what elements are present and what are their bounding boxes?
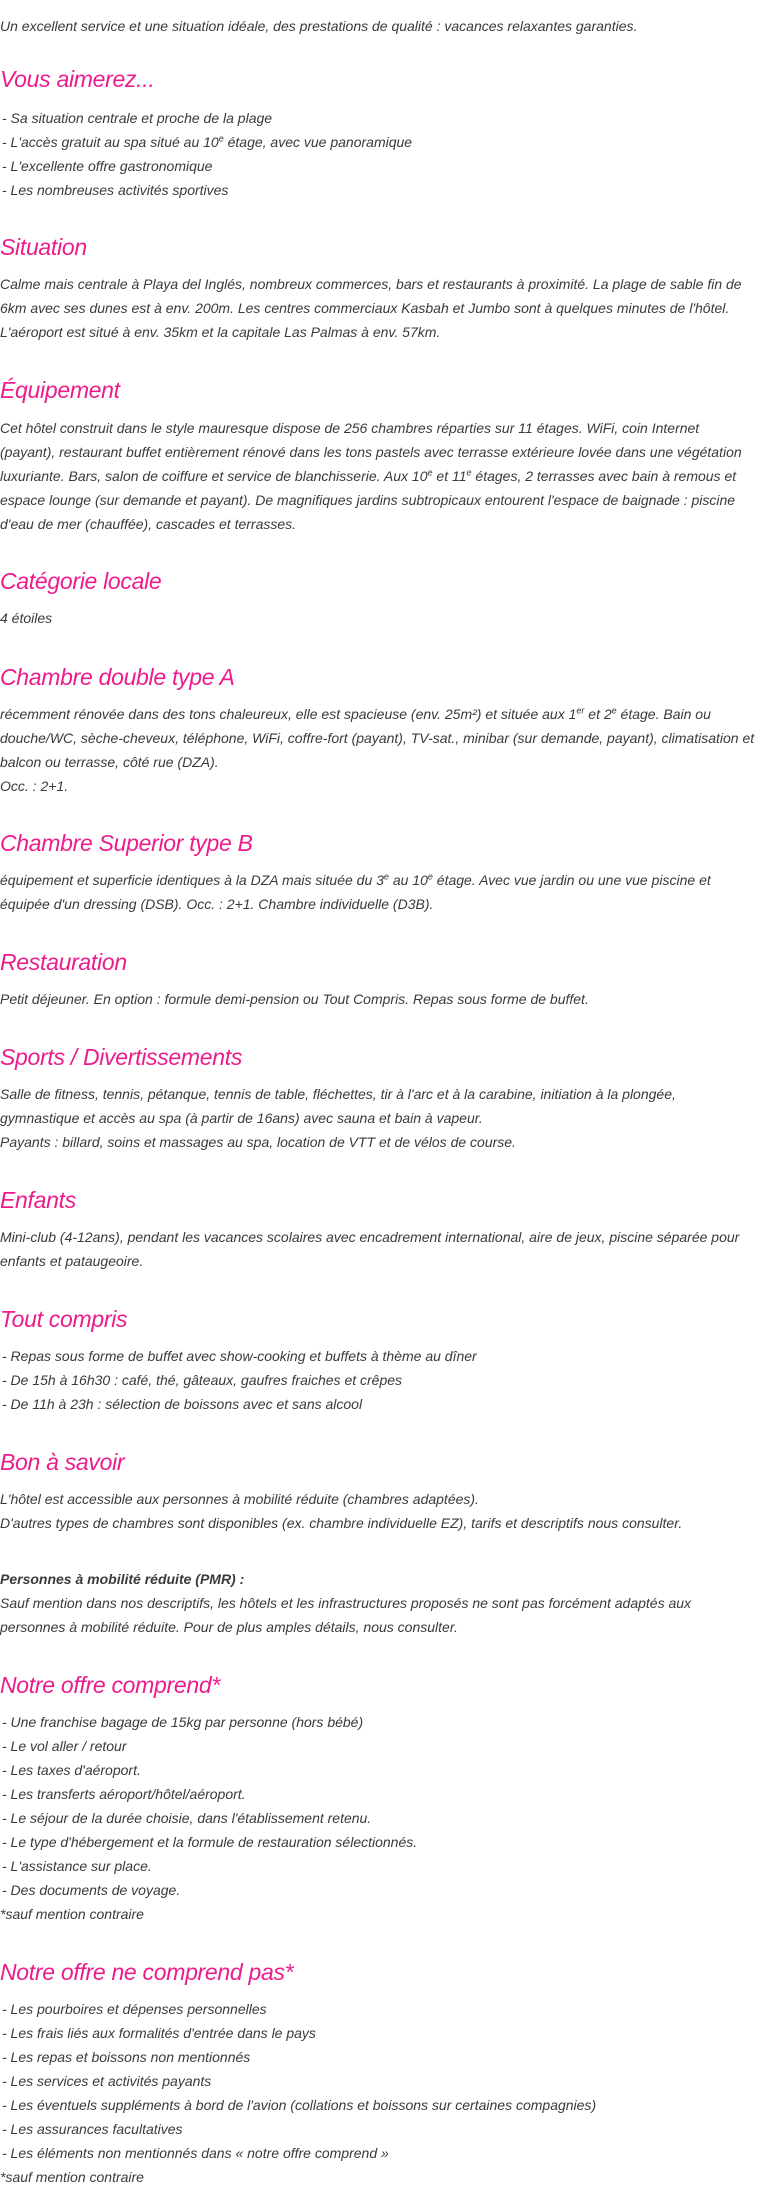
superscript: e <box>611 705 617 716</box>
superscript: e <box>427 467 433 478</box>
pmr-text: Sauf mention dans nos descriptifs, les hôtels et les infrastructures proposés ne sont pas forcément adaptés aux personnes à mobilité réduite. Pour de plus amples détails, nous consulter. <box>0 1595 692 1635</box>
section-title-offre-comprend: Notre offre comprend* <box>0 1672 220 1698</box>
list-item: - Une franchise bagage de 15kg par personne (hors bébé) <box>2 1714 364 1730</box>
offre-comprend-list <box>0 1710 758 1902</box>
list-item: - Les nombreuses activités sportives <box>2 182 229 198</box>
categorie-block <box>0 606 758 630</box>
text-part: étage. Avec vue jardin ou une vue piscine et équipée d'un dressing (DSB). Occ. : 2+1. Chambre individuelle (D3B). <box>0 872 711 912</box>
section-title-bon-a-savoir: Bon à savoir <box>0 1449 125 1475</box>
superscript: e <box>218 133 224 144</box>
list-item: - Les services et activités payants <box>2 2073 212 2089</box>
text-part: équipement et superficie identiques à la DZA mais située du 3 <box>0 872 384 888</box>
pmr-block <box>0 1567 758 1639</box>
chambre-b-text <box>0 868 758 916</box>
list-item: - Sa situation centrale et proche de la plage <box>2 110 273 126</box>
section-title-tout-compris: Tout compris <box>0 1306 128 1332</box>
superscript: e <box>383 871 389 882</box>
offre-ne-comprend-block <box>0 1997 758 2189</box>
section-title-offre-ne-comprend: Notre offre ne comprend pas* <box>0 1959 294 1985</box>
bon-a-savoir-block <box>0 1487 758 1535</box>
list-item: - Les assurances facultatives <box>2 2121 183 2137</box>
list-item: - Les frais liés aux formalités d'entrée dans le pays <box>2 2025 316 2041</box>
section-title-enfants: Enfants <box>0 1187 76 1213</box>
list-item: - Les taxes d'aéroport. <box>2 1762 141 1778</box>
text-part: au 10 <box>388 872 428 888</box>
list-item: - Le type d'hébergement et la formule de restauration sélectionnés. <box>2 1834 418 1850</box>
list-item: - De 15h à 16h30 : café, thé, gâteaux, gaufres fraiches et crêpes <box>2 1372 403 1388</box>
list-item-text: - L'accès gratuit au spa situé au 10 <box>2 134 219 150</box>
section-title-sports: Sports / Divertissements <box>0 1044 243 1070</box>
list-item: - Des documents de voyage. <box>2 1882 181 1898</box>
list-item-text-end: étage, avec vue panoramique <box>223 134 413 150</box>
list-item: - Les éléments non mentionnés dans « notre offre comprend » <box>2 2145 389 2161</box>
section-title-aimerez: Vous aimerez... <box>0 66 155 92</box>
text-part: récemment rénovée dans des tons chaleureux, elle est spacieuse (env. 25m²) et située aux 1 <box>0 706 577 722</box>
list-item: - Les éventuels suppléments à bord de l'avion (collations et boissons sur certaines compagnies) <box>2 2097 597 2113</box>
superscript: e <box>427 871 433 882</box>
text-part: et 2 <box>584 706 612 722</box>
list-item <box>0 130 758 154</box>
section-title-categorie: Catégorie locale <box>0 568 162 594</box>
offre-comprend-note: *sauf mention contraire <box>0 1906 144 1922</box>
list-item: - Repas sous forme de buffet avec show-cooking et buffets à thème au dîner <box>2 1348 477 1364</box>
equipement-text <box>0 416 758 536</box>
intro-text: Un excellent service et une situation idéale, des prestations de qualité : vacances relaxantes garanties. <box>0 18 638 34</box>
section-title-restauration: Restauration <box>0 949 127 975</box>
section-title-chambre-b: Chambre Superior type B <box>0 830 253 856</box>
text-part: Cet hôtel construit dans le style mauresque dispose de 256 chambres réparties sur 11 étages. WiFi, coin Internet (payant), restaurant buffet entièrement rénové dans les tons pastels avec terrasse extérieure lovée dans une végétation luxuriante. Bars, salon de coiffure et service de blanchisserie. Aux 10 <box>0 420 742 484</box>
list-item: - Les transferts aéroport/hôtel/aéroport. <box>2 1786 246 1802</box>
section-title-chambre-a: Chambre double type A <box>0 664 235 690</box>
superscript: e <box>466 467 472 478</box>
text-part: et 11 <box>432 468 467 484</box>
list-item: - L'excellente offre gastronomique <box>2 158 213 174</box>
restauration-text: Petit déjeuner. En option : formule demi-pension ou Tout Compris. Repas sous forme de buffet. <box>0 991 589 1007</box>
offre-ne-comprend-list <box>0 1997 758 2165</box>
list-item: - Le vol aller / retour <box>2 1738 127 1754</box>
situation-text: Calme mais centrale à Playa del Inglés, nombreux commerces, bars et restaurants à proximité. La plage de sable fin de 6km avec ses dunes est à env. 200m. Les centres commerciaux Kasbah et Jumbo sont à quelques minutes de l'hôtel. L'aéroport est situé à env. 35km et la capitale Las Palmas à env. 57km. <box>0 276 742 340</box>
offre-ne-comprend-note: *sauf mention contraire <box>0 2169 144 2185</box>
chambre-b-block <box>0 868 758 916</box>
text-part: étage. Bain ou douche/WC, sèche-cheveux, téléphone, WiFi, coffre-fort (payant), TV-sat., minibar (sur demande, payant), climatisation et balcon ou terrasse, côté rue (DZA). <box>0 706 755 770</box>
aimerez-list <box>0 106 758 202</box>
enfants-block <box>0 1225 758 1273</box>
aimerez-list-block <box>0 106 758 202</box>
chambre-a-occupancy: Occ. : 2+1. <box>0 778 69 794</box>
categorie-text: 4 étoiles <box>0 610 53 626</box>
chambre-a-block <box>0 702 758 798</box>
sports-payants: Payants : billard, soins et massages au spa, location de VTT et de vélos de course. <box>0 1134 516 1150</box>
chambre-a-text <box>0 702 758 774</box>
section-title-situation: Situation <box>0 234 87 260</box>
equipement-block <box>0 416 758 536</box>
list-item: - Les repas et boissons non mentionnés <box>2 2049 251 2065</box>
section-title-equipement: Équipement <box>0 377 120 403</box>
tout-compris-block <box>0 1344 758 1416</box>
situation-block <box>0 272 758 344</box>
list-item: - De 11h à 23h : sélection de boissons avec et sans alcool <box>2 1396 363 1412</box>
bon-a-savoir-line2: D'autres types de chambres sont disponibles (ex. chambre individuelle EZ), tarifs et descriptifs nous consulter. <box>0 1515 683 1531</box>
superscript: er <box>576 705 585 716</box>
text-part: étages, 2 terrasses avec bain à remous et espace lounge (sur demande et payant). De magnifiques jardins subtropicaux entourent l'espace de baignade : piscine d'eau de mer (chauffée), cascades et terrasses. <box>0 468 737 532</box>
pmr-title: Personnes à mobilité réduite (PMR) : <box>0 1571 245 1587</box>
sports-text: Salle de fitness, tennis, pétanque, tennis de table, fléchettes, tir à l'arc et à la carabine, initiation à la plongée, gymnastique et accès au spa (à partir de 16ans) avec sauna et bain à vapeur. <box>0 1086 676 1126</box>
list-item: - L'assistance sur place. <box>2 1858 152 1874</box>
list-item: - Le séjour de la durée choisie, dans l'établissement retenu. <box>2 1810 372 1826</box>
sports-block <box>0 1082 758 1154</box>
list-item: - Les pourboires et dépenses personnelles <box>2 2001 267 2017</box>
bon-a-savoir-line1: L'hôtel est accessible aux personnes à mobilité réduite (chambres adaptées). <box>0 1491 479 1507</box>
tout-compris-list <box>0 1344 758 1416</box>
enfants-text: Mini-club (4-12ans), pendant les vacances scolaires avec encadrement international, aire de jeux, piscine séparée pour enfants et pataugeoire. <box>0 1229 740 1269</box>
restauration-block <box>0 987 758 1011</box>
offre-comprend-block <box>0 1710 758 1926</box>
